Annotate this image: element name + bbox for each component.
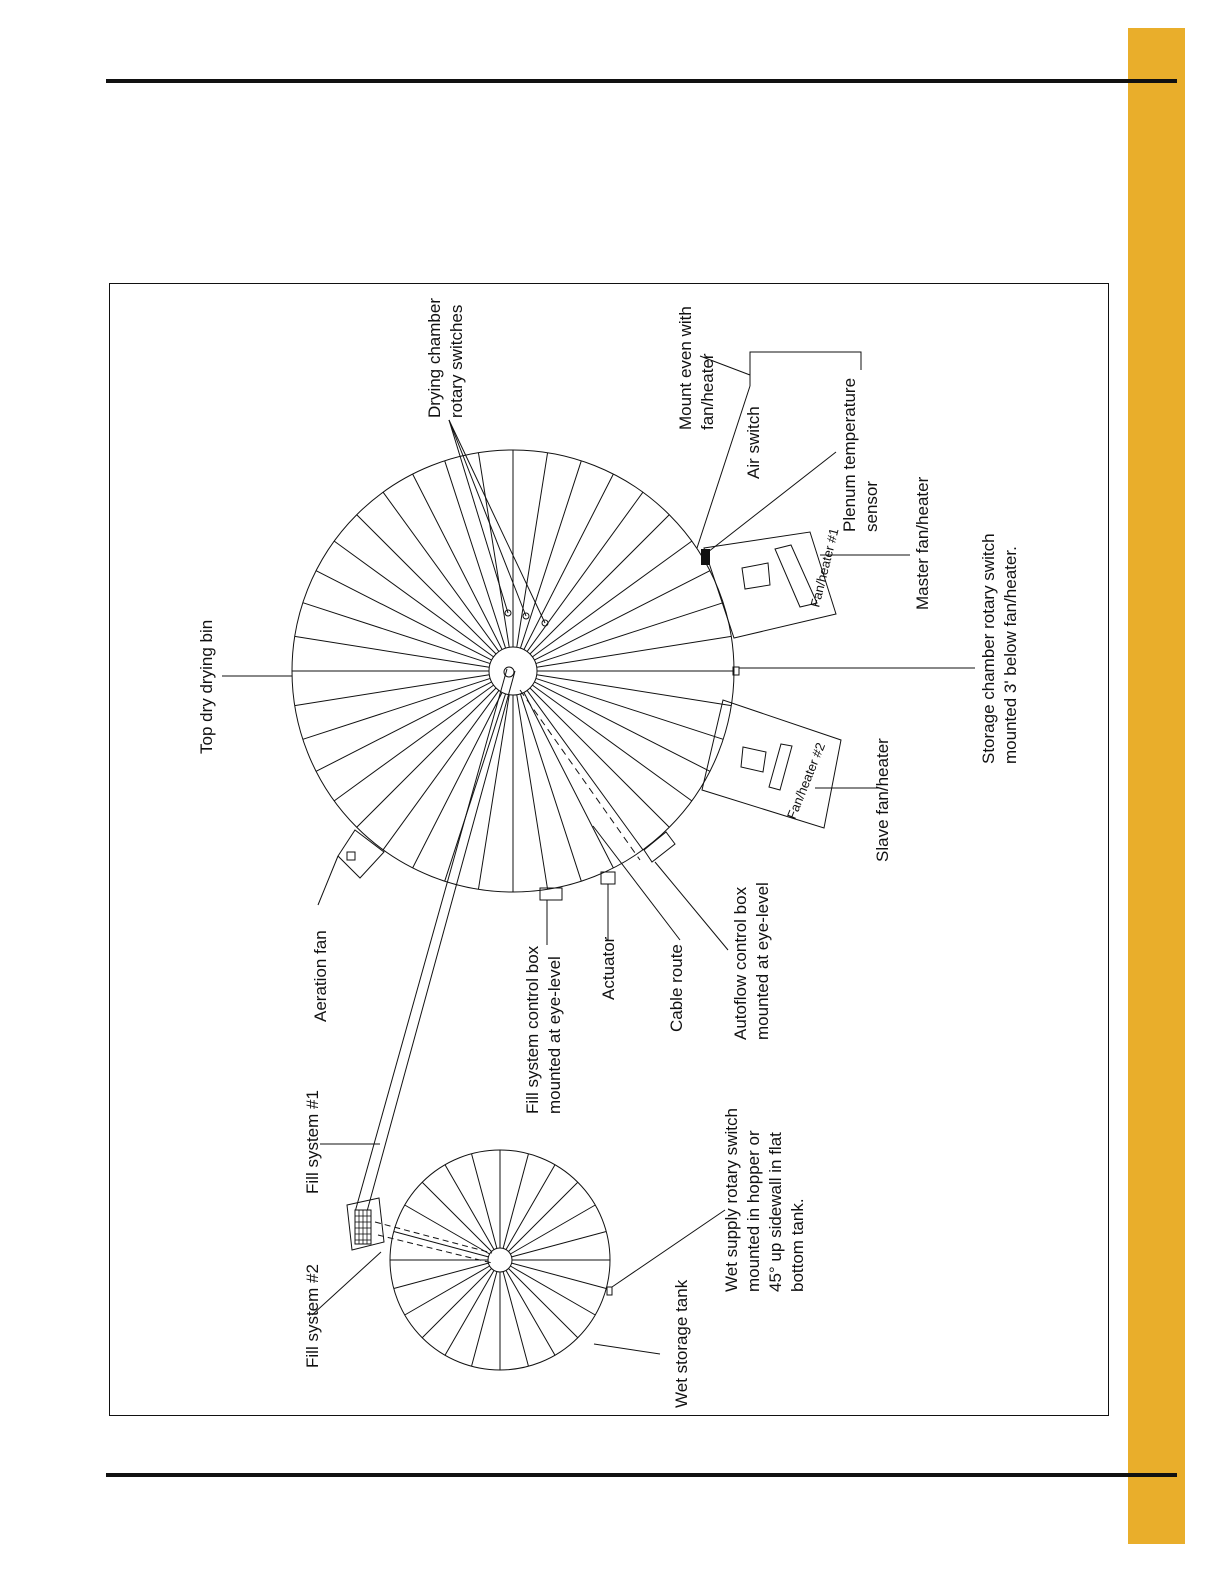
plenum-sensor-label-2: sensor — [862, 480, 881, 532]
bin-spoke — [445, 1270, 494, 1355]
plenum-sensor-label-1: Plenum temperature — [840, 377, 859, 532]
mount-even-label-1: Mount even with — [676, 306, 695, 430]
bin-spoke — [508, 1268, 577, 1337]
bin-spoke — [394, 1263, 489, 1288]
bin-spoke — [503, 1272, 528, 1367]
wet-supply-switch-marker — [607, 1287, 612, 1295]
bin-spoke — [405, 1266, 490, 1315]
bin-spoke — [478, 695, 509, 890]
bin-spoke — [532, 541, 691, 657]
wet-supply-label-2: mounted in hopper or — [744, 1130, 763, 1292]
bin-spoke — [506, 1165, 555, 1250]
slave-fan-label: Slave fan/heater — [873, 738, 892, 862]
aeration-fan-label: Aeration fan — [311, 930, 330, 1022]
bin-spoke — [422, 1268, 491, 1337]
bin-spoke — [472, 1272, 497, 1367]
wet-storage-tank-label: Wet storage tank — [672, 1279, 691, 1408]
bin-spoke — [508, 1182, 577, 1251]
air-switch-label: Air switch — [744, 406, 763, 479]
fill-system-2-label: Fill system #2 — [303, 1264, 322, 1368]
wet-storage-tank-shape — [390, 1150, 610, 1370]
bin-spoke — [510, 1205, 595, 1254]
fan-heater-1-unit — [704, 527, 841, 638]
bin-spoke — [512, 1232, 607, 1257]
bin-spoke — [537, 636, 732, 667]
bin-spoke — [405, 1205, 490, 1254]
drying-chamber-switch-markers — [505, 610, 548, 626]
bin-spoke — [512, 1263, 607, 1288]
top-dry-bin-label: Top dry drying bin — [197, 619, 216, 754]
bin-spoke — [517, 695, 548, 890]
bin-spoke — [530, 688, 669, 827]
bin-spoke — [506, 1270, 555, 1355]
storage-switch-label-1: Storage chamber rotary switch — [979, 533, 998, 764]
wet-supply-label-1: Wet supply rotary switch — [722, 1108, 741, 1292]
fan-heater-2-unit — [702, 700, 841, 828]
cable-route-path — [520, 690, 640, 860]
fill-control-box-label-2: mounted at eye-level — [545, 956, 564, 1114]
bin-spoke — [394, 1232, 489, 1257]
fill-control-box-label-1: Fill system control box — [523, 945, 542, 1114]
drying-chamber-label-1: Drying chamber — [425, 298, 444, 418]
bin-spoke — [295, 675, 490, 706]
bin-spoke — [472, 1154, 497, 1249]
bin-spoke — [445, 1165, 494, 1250]
top-dry-drying-bin — [292, 450, 734, 892]
bin-spoke — [383, 492, 499, 651]
bin-spoke — [422, 1182, 491, 1251]
bin-spoke — [503, 1154, 528, 1249]
bin-spoke — [530, 515, 669, 654]
bin-spoke — [527, 690, 643, 849]
actuator-marker — [601, 872, 615, 884]
bin-spoke — [295, 636, 490, 667]
drying-chamber-label-2: rotary switches — [447, 304, 466, 418]
fan-heater-1-label: Fan/heater #1 — [807, 526, 842, 609]
fan-heater-2-label: Fan/heater #2 — [783, 740, 829, 822]
bin-spoke — [334, 685, 493, 801]
wet-supply-label-3: 45° up sidewall in flat — [766, 1132, 785, 1292]
bin-spoke — [478, 453, 509, 648]
mount-even-label-2: fan/heater — [698, 353, 717, 430]
bin-center-hub — [489, 647, 537, 695]
bin-spoke — [357, 515, 496, 654]
bin-spoke — [537, 675, 732, 706]
bin-spoke — [510, 1266, 595, 1315]
autoflow-box-label-2: mounted at eye-level — [753, 882, 772, 1040]
wet-supply-label-4: bottom tank. — [788, 1198, 807, 1292]
bin-spoke — [527, 492, 643, 651]
bin-spoke — [334, 541, 493, 657]
bin-spoke — [357, 688, 496, 827]
fill-system-1-label: Fill system #1 — [303, 1090, 322, 1194]
master-fan-label: Master fan/heater — [913, 476, 932, 610]
fill-system-1-conveyor — [355, 669, 515, 1215]
bin-spoke — [383, 690, 499, 849]
bin-spoke — [532, 685, 691, 801]
storage-switch-label-2: mounted 3' below fan/heater. — [1001, 546, 1020, 764]
aeration-fan-unit — [338, 830, 384, 878]
autoflow-box-label-1: Autoflow control box — [731, 886, 750, 1040]
cable-route-label: Cable route — [667, 944, 686, 1032]
actuator-label: Actuator — [599, 936, 618, 1000]
